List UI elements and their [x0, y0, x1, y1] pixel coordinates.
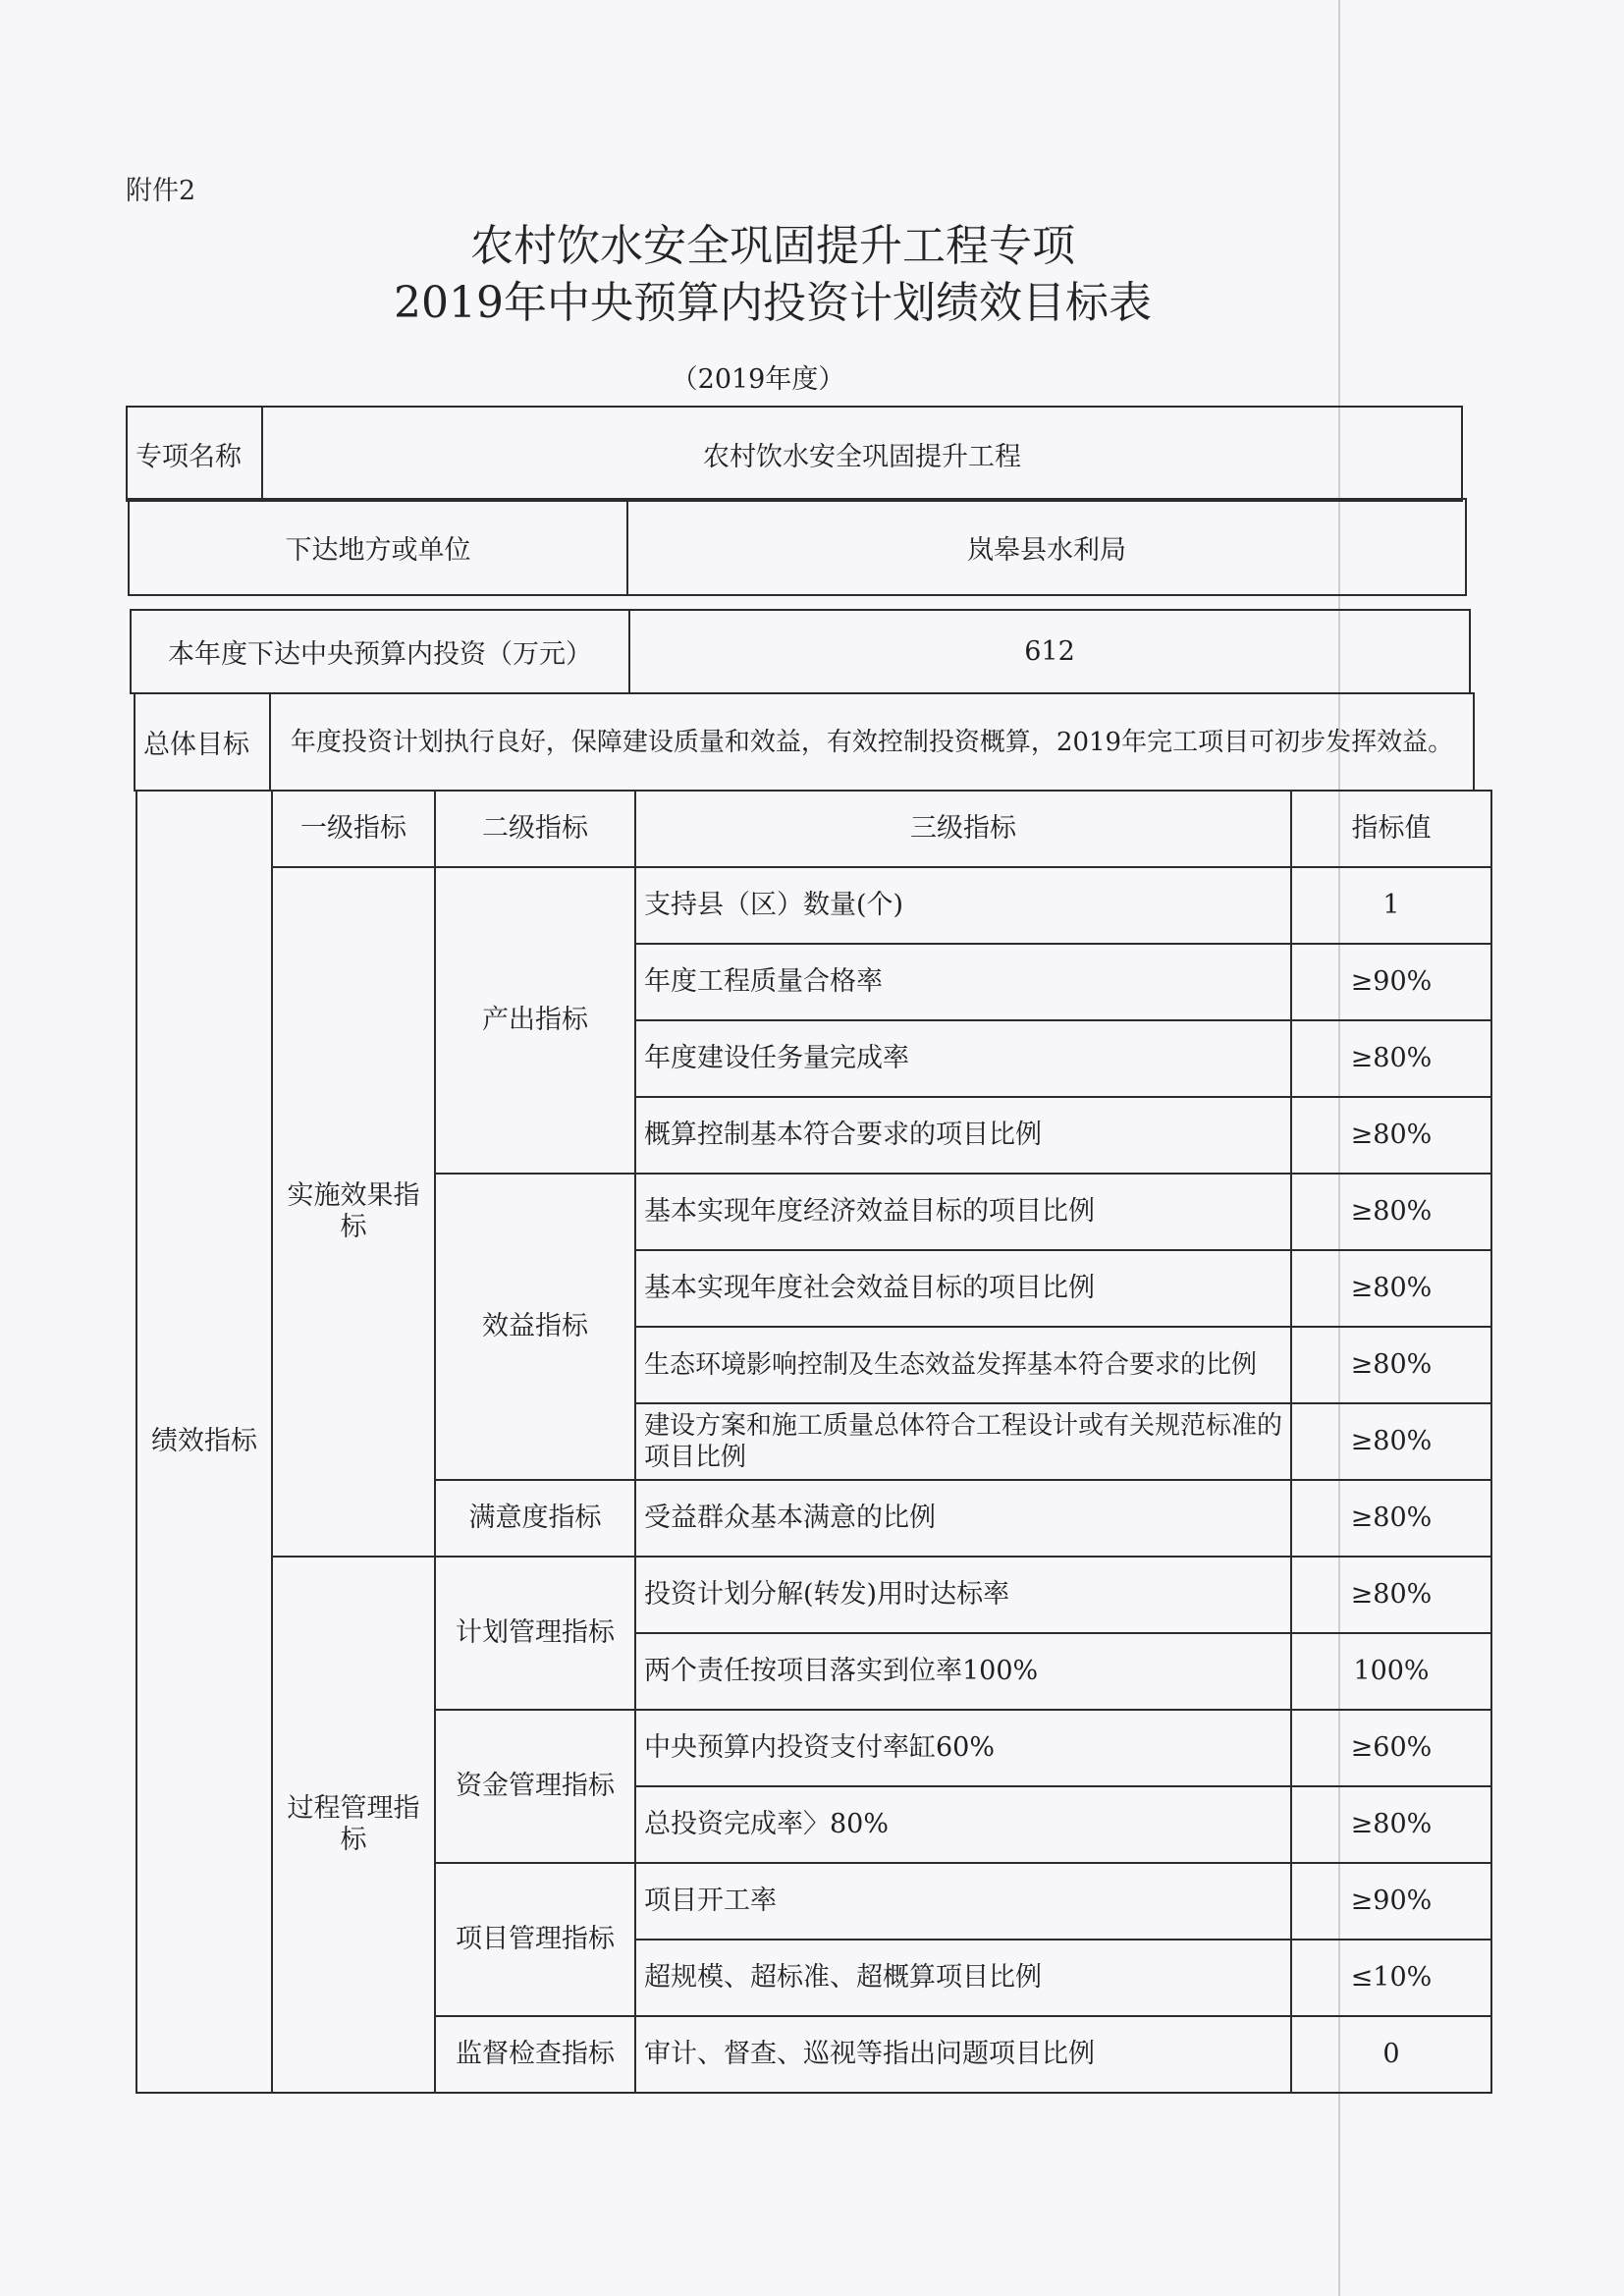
indicator-label: 年度工程质量合格率 [635, 944, 1291, 1020]
indicator-value: ≥80% [1291, 1403, 1491, 1480]
project-name-table [126, 406, 1463, 502]
indicator-label: 建设方案和施工质量总体符合工程设计或有关规范标准的项目比例 [635, 1403, 1291, 1480]
subgroup-fund: 资金管理指标 [435, 1710, 635, 1863]
document-title-line1: 农村饮水安全巩固提升工程专项 [470, 221, 1075, 271]
group-effect: 实施效果指标 [272, 867, 435, 1557]
subgroup-satisfaction: 满意度指标 [435, 1480, 635, 1557]
project-name-label: 专项名称 [127, 407, 262, 501]
indicator-label: 两个责任按项目落实到位率100% [635, 1633, 1291, 1710]
investment-label: 本年度下达中央预算内投资（万元） [131, 610, 629, 693]
attachment-label: 附件2 [126, 176, 196, 206]
indicator-label: 中央预算内投资支付率缸60% [635, 1710, 1291, 1786]
indicator-label: 总投资完成率〉80% [635, 1786, 1291, 1863]
indicator-value: ≥80% [1291, 1250, 1491, 1327]
performance-section-label: 绩效指标 [136, 791, 272, 2093]
indicator-label: 概算控制基本符合要求的项目比例 [635, 1097, 1291, 1174]
indicator-label: 基本实现年度社会效益目标的项目比例 [635, 1250, 1291, 1327]
table-row [136, 867, 1491, 944]
year-label: （2019年度） [671, 364, 845, 395]
table-row [136, 1557, 1491, 1633]
indicator-value: ≥90% [1291, 1863, 1491, 1940]
indicator-value: ≥80% [1291, 1020, 1491, 1097]
indicator-value: ≤10% [1291, 1940, 1491, 2016]
performance-indicators-table [135, 790, 1492, 2094]
indicator-label: 投资计划分解(转发)用时达标率 [635, 1557, 1291, 1633]
indicator-value: ≥60% [1291, 1710, 1491, 1786]
indicator-label: 支持县（区）数量(个) [635, 867, 1291, 944]
subgroup-plan: 计划管理指标 [435, 1557, 635, 1710]
subgroup-benefit: 效益指标 [435, 1174, 635, 1480]
unit-value: 岚皋县水利局 [627, 499, 1466, 595]
indicator-value: 100% [1291, 1633, 1491, 1710]
indicator-label: 基本实现年度经济效益目标的项目比例 [635, 1174, 1291, 1250]
indicator-label: 生态环境影响控制及生态效益发挥基本符合要求的比例 [635, 1327, 1291, 1403]
level2-header: 二级指标 [435, 791, 635, 867]
indicator-value: ≥80% [1291, 1786, 1491, 1863]
unit-label: 下达地方或单位 [129, 499, 627, 595]
document-title-line2: 2019年中央预算内投资计划绩效目标表 [394, 278, 1152, 328]
indicator-value: ≥80% [1291, 1480, 1491, 1557]
indicator-value: ≥80% [1291, 1174, 1491, 1250]
subgroup-supervision: 监督检查指标 [435, 2016, 635, 2093]
overall-goal-table [134, 692, 1475, 792]
indicator-label: 年度建设任务量完成率 [635, 1020, 1291, 1097]
indicator-value: ≥80% [1291, 1327, 1491, 1403]
indicator-label: 项目开工率 [635, 1863, 1291, 1940]
value-header: 指标值 [1291, 791, 1491, 867]
indicator-value: ≥90% [1291, 944, 1491, 1020]
indicator-value: 1 [1291, 867, 1491, 944]
investment-table [130, 609, 1471, 694]
overall-goal-label: 总体目标 [135, 693, 270, 791]
overall-goal-text: 年度投资计划执行良好，保障建设质量和效益，有效控制投资概算，2019年完工项目可初步发挥效益。 [270, 693, 1474, 791]
unit-table [128, 498, 1467, 596]
investment-value: 612 [629, 610, 1470, 693]
level3-header: 三级指标 [635, 791, 1291, 867]
indicator-value: 0 [1291, 2016, 1491, 2093]
subgroup-output: 产出指标 [435, 867, 635, 1174]
indicator-value: ≥80% [1291, 1097, 1491, 1174]
indicator-value: ≥80% [1291, 1557, 1491, 1633]
indicator-label: 超规模、超标准、超概算项目比例 [635, 1940, 1291, 2016]
header-row [136, 791, 1491, 867]
indicator-label: 受益群众基本满意的比例 [635, 1480, 1291, 1557]
indicator-label: 审计、督查、巡视等指出问题项目比例 [635, 2016, 1291, 2093]
level1-header: 一级指标 [272, 791, 435, 867]
group-process: 过程管理指标 [272, 1557, 435, 2093]
project-name-value: 农村饮水安全巩固提升工程 [262, 407, 1462, 501]
subgroup-project: 项目管理指标 [435, 1863, 635, 2016]
